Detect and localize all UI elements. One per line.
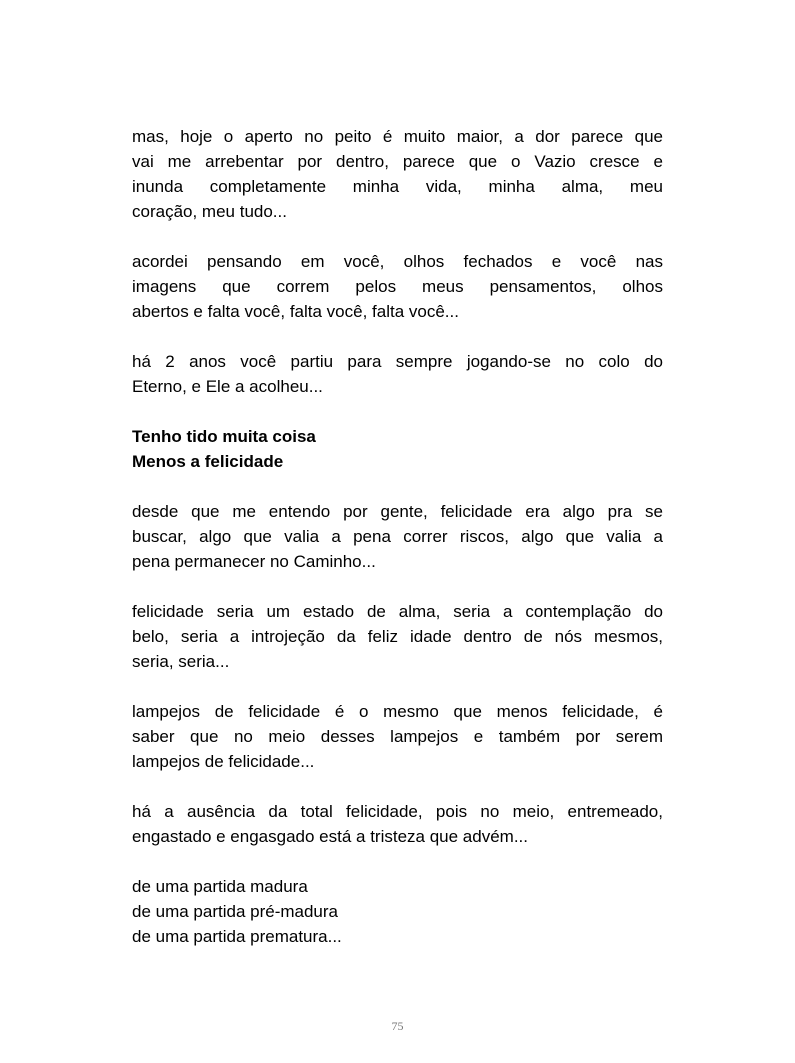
text-line: inunda completamente minha vida, minha alma, meu [132, 177, 663, 196]
paragraph-3 [132, 349, 663, 399]
text-line: há 2 anos você partiu para sempre jogando-se no colo do [132, 352, 663, 371]
text-line: felicidade seria um estado de alma, seria a contemplação do [132, 602, 663, 621]
text-line: abertos e falta você, falta você, falta você... [132, 302, 459, 321]
text-line: desde que me entendo por gente, felicidade era algo pra se [132, 502, 663, 521]
closing-verse [132, 874, 663, 949]
text-line: mas, hoje o aperto no peito é muito maior, a dor parece que [132, 127, 663, 146]
paragraph-2 [132, 249, 663, 324]
text-line: imagens que correm pelos meus pensamentos, olhos [132, 277, 663, 296]
text-line: Eterno, e Ele a acolheu... [132, 377, 323, 396]
heading-line: Menos a felicidade [132, 452, 284, 471]
text-line: seria, seria... [132, 652, 230, 671]
paragraph-5 [132, 599, 663, 674]
text-line: vai me arrebentar por dentro, parece que o Vazio cresce e [132, 152, 663, 171]
verse-line: de uma partida prematura... [132, 927, 342, 946]
text-line: saber que no meio desses lampejos e também por serem [132, 727, 663, 746]
body-text [132, 124, 663, 974]
page-number: 75 [391, 1019, 404, 1033]
heading-line: Tenho tido muita coisa [132, 427, 316, 446]
text-line: há a ausência da total felicidade, pois no meio, entremeado, [132, 802, 663, 821]
verse-line: de uma partida pré-madura [132, 902, 339, 921]
paragraph-7 [132, 799, 663, 849]
verse-line: de uma partida madura [132, 877, 308, 896]
text-line: buscar, algo que valia a pena correr riscos, algo que valia a [132, 527, 663, 546]
text-line: lampejos de felicidade é o mesmo que menos felicidade, é [132, 702, 663, 721]
text-line: coração, meu tudo... [132, 202, 287, 221]
text-line: pena permanecer no Caminho... [132, 552, 376, 571]
bold-heading [132, 424, 663, 474]
paragraph-6 [132, 699, 663, 774]
text-line: acordei pensando em você, olhos fechados e você nas [132, 252, 663, 271]
text-line: belo, seria a introjeção da feliz idade dentro de nós mesmos, [132, 627, 663, 646]
text-line: lampejos de felicidade... [132, 752, 315, 771]
text-line: engastado e engasgado está a tristeza que advém... [132, 827, 528, 846]
paragraph-4 [132, 499, 663, 574]
paragraph-1 [132, 124, 663, 224]
